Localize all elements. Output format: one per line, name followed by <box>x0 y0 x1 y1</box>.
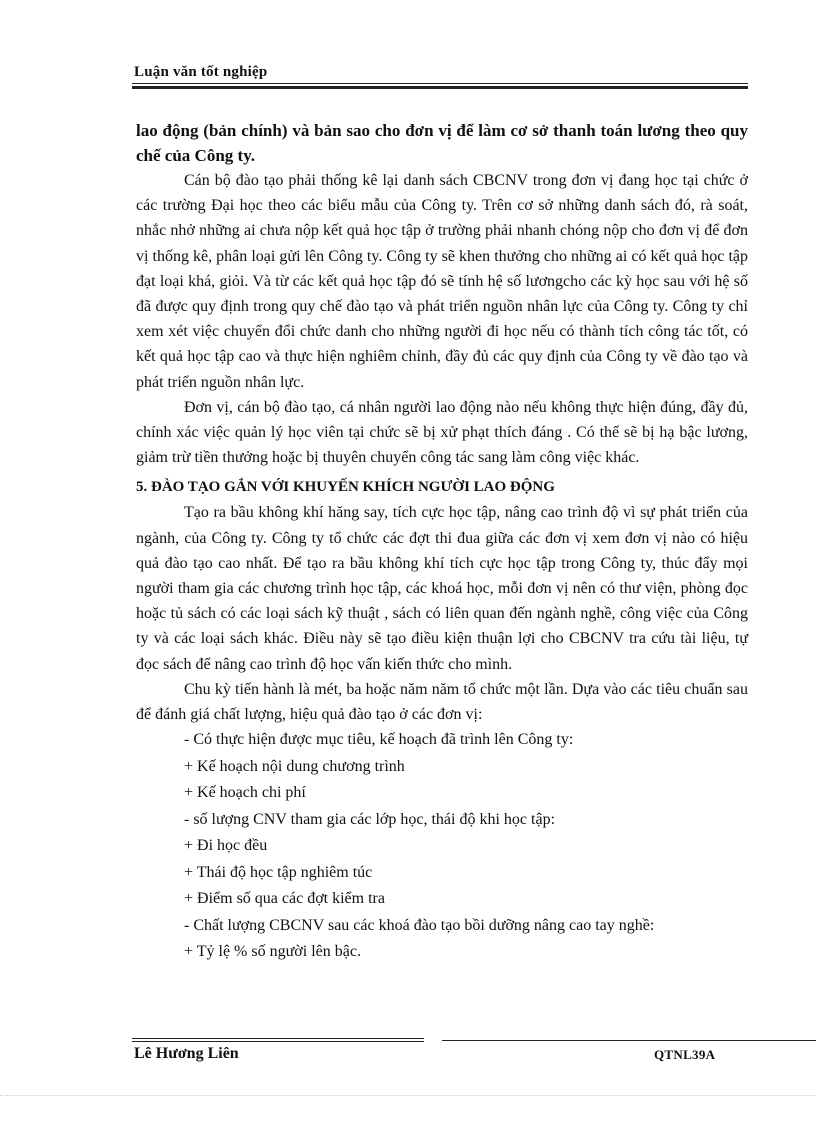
document-body <box>136 118 748 966</box>
footer-class-code: QTNL39A <box>654 1047 716 1062</box>
list-item: - số lượng CNV tham gia các lớp học, thái độ khi học tập: <box>184 810 556 828</box>
criteria-list <box>136 727 748 966</box>
header-rule-thin <box>132 83 748 84</box>
list-item: + Kế hoạch chi phí <box>184 784 306 802</box>
list-item: + Điểm số qua các đợt kiểm tra <box>184 890 385 908</box>
footer-rule-left-bottom <box>132 1041 424 1042</box>
footer-author: Lê Hương Liên <box>134 1045 239 1062</box>
list-item: + Tỷ lệ % số người lên bậc. <box>184 943 361 961</box>
header-title: Luận văn tốt nghiệp <box>134 64 268 80</box>
lead-paragraph: lao động (bản chính) và bản sao cho đơn vị để làm cơ sở thanh toán lương theo quy chế của Công ty. <box>136 121 748 165</box>
section-heading: 5. ĐÀO TẠO GẮN VỚI KHUYẾN KHÍCH NGƯỜI LAO ĐỘNG <box>136 479 555 496</box>
list-item: - Có thực hiện được mục tiêu, kế hoạch đã trình lên Công ty: <box>184 731 574 749</box>
list-item: + Đi học đều <box>184 837 268 855</box>
footer-rule-left-top <box>132 1038 424 1039</box>
paragraph-learning-environment: Tạo ra bầu không khí hăng say, tích cực học tập, nâng cao trình độ vì sự phát triển của ngành, của Công ty. Công ty tổ chức các đợt thi đua giữa các đơn vị xem đơn vị nào có hiệu quả đào tạo cao nhất. Để tạo ra bầu không khí tích cực học tập trong Công ty, thúc đẩy mọi người tham gia các chương trình học tập, các khoá học, mỗi đơn vị nên có thư viện, phòng đọc hoặc tủ sách có các loại sách kỹ thuật , sách có liên quan đến ngành nghề, công việc của Công ty và các loại sách khác. Điều này sẽ tạo điều kiện thuận lợi cho CBCNV tra cứu tài liệu, tự đọc sách để nâng cao trình độ học vấn kiến thức cho mình. <box>136 504 748 673</box>
list-item: + Thái độ học tập nghiêm túc <box>184 863 373 881</box>
header-rule-thick <box>132 86 748 89</box>
footer-rule-right <box>442 1040 816 1041</box>
paragraph-training-stats: Cán bộ đào tạo phải thống kê lại danh sách CBCNV trong đơn vị đang học tại chức ở các trường Đại học theo các biểu mẫu của Công ty. Trên cơ sở những danh sách đó, rà soát, nhắc nhở những ai chưa nộp kết quả học tập ở trường phải nhanh chóng nộp cho đơn vị để đơn vị thống kê, phân loại gửi lên Công ty. Công ty sẽ khen thưởng cho những ai có kết quả học tập đạt loại khá, giỏi. Và từ các kết quả học tập đó sẽ tính hệ số lươngcho các kỳ học sau với hệ số đã được quy định trong quy chế đào tạo và phát triển nguồn nhân lực của Công ty. Công ty chỉ xem xét việc chuyển đổi chức danh cho những người đi học nếu có thành tích công tác tốt, có kết quả học tập cao và thực hiện nghiêm chỉnh, đầy đủ các quy định của Công ty về đào tạo và phát triển nguồn nhân lực. <box>136 172 748 391</box>
page-bottom-dotted-line <box>0 1095 816 1096</box>
paragraph-evaluation-cycle: Chu kỳ tiến hành là mét, ba hoặc năm năm tổ chức một lần. Dựa vào các tiêu chuẩn sau để đánh giá chất lượng, hiệu quả đào tạo ở các đơn vị: <box>136 680 748 724</box>
list-item: - Chất lượng CBCNV sau các khoá đào tạo bồi dưỡng nâng cao tay nghề: <box>184 916 655 934</box>
list-item: + Kế hoạch nội dung chương trình <box>184 757 405 775</box>
paragraph-penalties: Đơn vị, cán bộ đào tạo, cá nhân người lao động nào nếu không thực hiện đúng, đầy đủ, chính xác việc quản lý học viên tại chức sẽ bị xử phạt thích đáng . Có thể sẽ bị hạ bậc lương, giảm trừ tiền thưởng hoặc bị thuyên chuyển công tác sang làm công việc khác. <box>136 398 748 467</box>
